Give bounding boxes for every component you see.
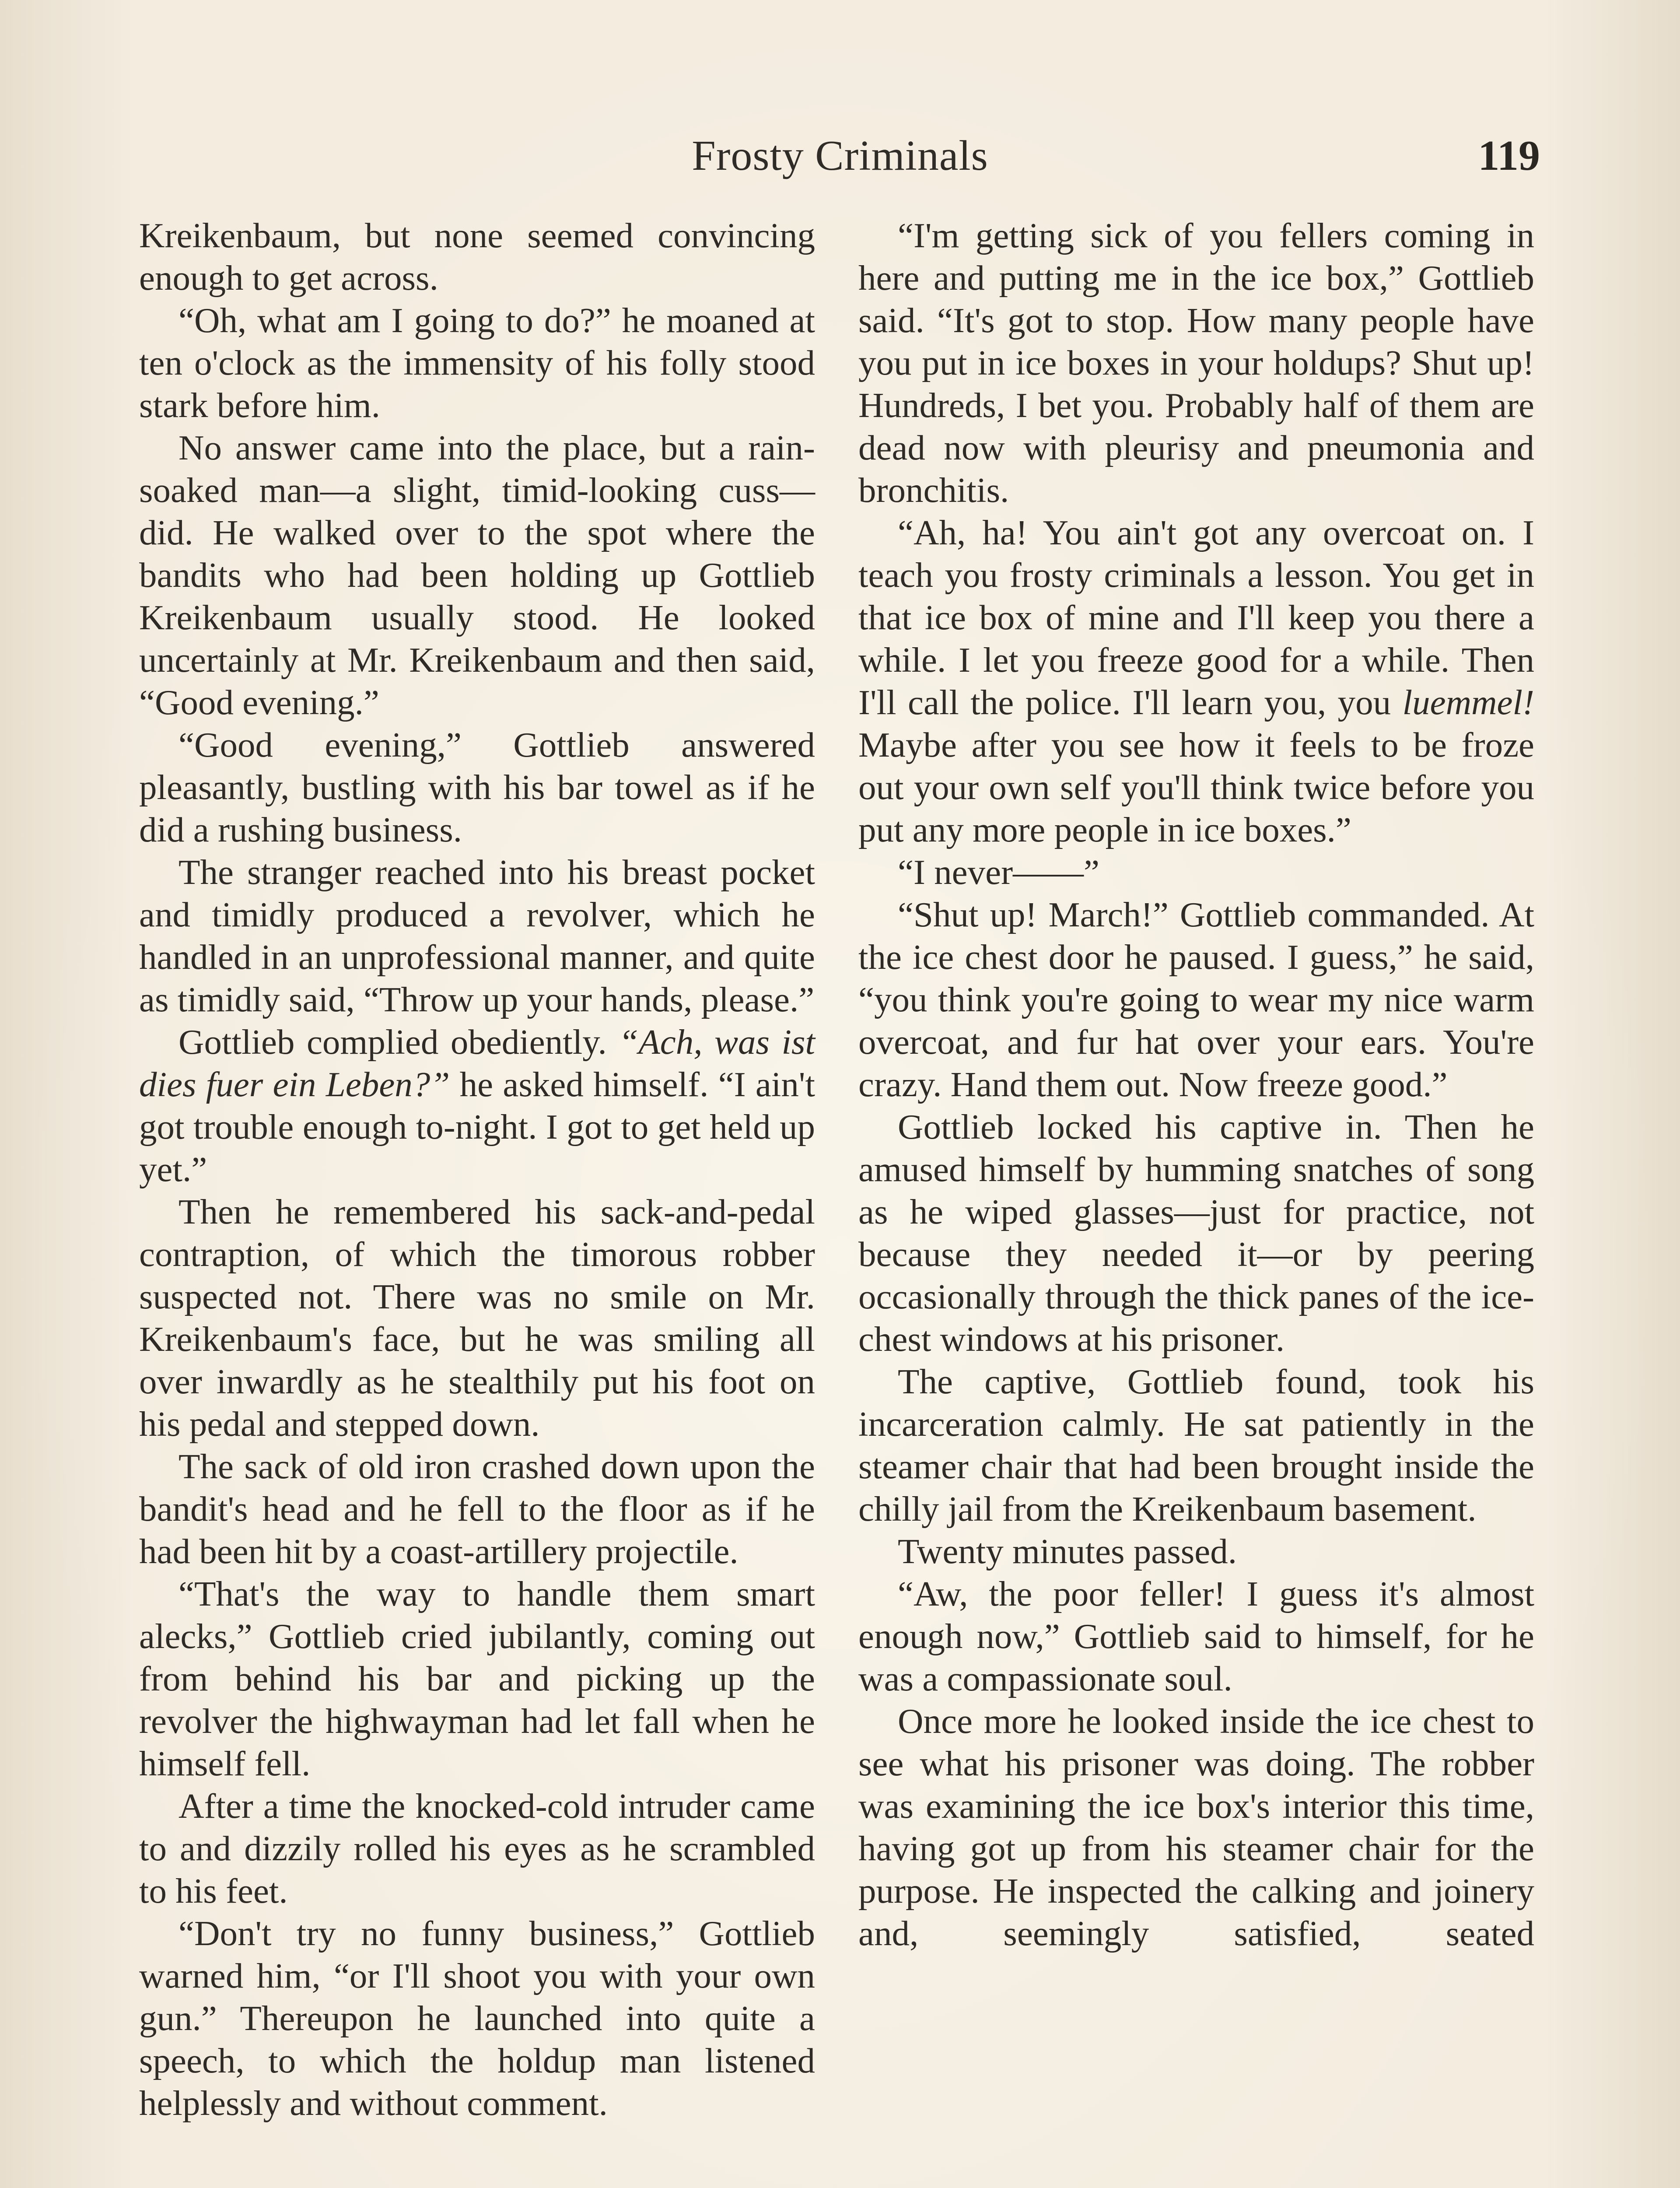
paragraph: “That's the way to handle them smart alecks,” Gottlieb cried jubilantly, coming out from behind his bar and picking up the revolver the highwayman had let fall when he himself fell. — [139, 1574, 815, 1783]
left-column — [139, 214, 815, 2125]
paragraph: “I'm getting sick of you fellers coming in here and putting me in the ice box,” Gottlieb said. “It's got to stop. How many people have you put in ice boxes in your holdups? Shut up! Hundreds, I bet you. Probably half of them are dead now with pleurisy and pneumonia and bronchitis. — [858, 216, 1534, 510]
paragraph: Gottlieb locked his captive in. Then he amused himself by humming snatches of song as he wiped glasses—just for practice, not because they needed it—or by peering occasionally through the thick panes of the ice-chest windows at his prisoner. — [858, 1107, 1534, 1359]
paragraph: Kreikenbaum, but none seemed convincing enough to get across. — [139, 216, 815, 298]
paragraph — [139, 1021, 815, 1191]
paragraph: “Oh, what am I going to do?” he moaned at ten o'clock as the immensity of his folly stood stark before him. — [139, 301, 815, 425]
paragraph: Once more he looked inside the ice chest to see what his prisoner was doing. The robber was examining the ice box's interior this time, having got up from his steamer chair for the purpose. He inspected the calking and joinery and, seemingly satisfied, seated — [858, 1701, 1534, 1953]
paragraph: No answer came into the place, but a rain-soaked man—a slight, timid-looking cuss—did. He walked over to the spot where the bandits who had been holding up Gottlieb Kreikenbaum usually stood. He looked uncertainly at Mr. Kreikenbaum and then said, “Good evening.” — [139, 428, 815, 722]
paragraph — [858, 512, 1534, 851]
paragraph: The stranger reached into his breast pocket and timidly produced a revolver, which he handled in an unprofessional manner, and quite as timidly said, “Throw up your hands, please.” — [139, 852, 815, 1019]
paragraph: After a time the knocked-cold intruder came to and dizzily rolled his eyes as he scrambled to his feet. — [139, 1786, 815, 1911]
paragraph: “Aw, the poor feller! I guess it's almost enough now,” Gottlieb said to himself, for he was a compassionate soul. — [858, 1574, 1534, 1698]
german-phrase: “Ach, was ist dies fuer ein Leben?” — [139, 1022, 815, 1104]
paragraph: The sack of old iron crashed down upon the bandit's head and he fell to the floor as if he had been hit by a coast-artillery projectile. — [139, 1447, 815, 1571]
text-run: Gottlieb complied obediently. — [178, 1022, 619, 1062]
running-title: Frosty Criminals — [692, 132, 988, 179]
text-run: he asked himself. “I ain't got trouble enough to-night. I got to get held up yet.” — [139, 1065, 815, 1189]
paragraph: “Good evening,” Gottlieb answered pleasantly, bustling with his bar towel as if he did a rushing business. — [139, 725, 815, 849]
paragraph: Twenty minutes passed. — [898, 1532, 1237, 1571]
german-word: luemmel! — [1402, 683, 1534, 722]
page-number: 119 — [1478, 132, 1540, 179]
right-column — [858, 214, 1534, 1955]
page-header — [140, 131, 1540, 184]
paragraph: Then he remembered his sack-and-pedal contraption, of which the timorous robber suspected not. There was no smile on Mr. Kreikenbaum's face, but he was smiling all over inwardly as he stealthily put his foot on his pedal and stepped down. — [139, 1192, 815, 1444]
paragraph: “Shut up! March!” Gottlieb commanded. At the ice chest door he paused. I guess,” he said, “you think you're going to wear my nice warm overcoat, and fur hat over your ears. You're crazy. Hand them out. Now freeze good.” — [858, 895, 1534, 1104]
paragraph: The captive, Gottlieb found, took his incarceration calmly. He sat patiently in the steamer chair that had been brought inside the chilly jail from the Kreikenbaum basement. — [858, 1362, 1534, 1529]
paragraph: “Don't try no funny business,” Gottlieb warned him, “or I'll shoot you with your own gun.” Thereupon he launched into quite a speech, to which the holdup man listened helplessly and without comment. — [139, 1914, 815, 2123]
text-run: Maybe after you see how it feels to be froze out your own self you'll think twice before you put any more people in ice boxes.” — [858, 725, 1534, 849]
text-run: “Ah, ha! You ain't got any overcoat on. I teach you frosty criminals a lesson. You get in that ice box of mine and I'll keep you there a while. I let you freeze good for a while. Then I'll call the police. I'll learn you, you — [858, 513, 1534, 722]
paragraph: “I never——” — [898, 852, 1100, 892]
